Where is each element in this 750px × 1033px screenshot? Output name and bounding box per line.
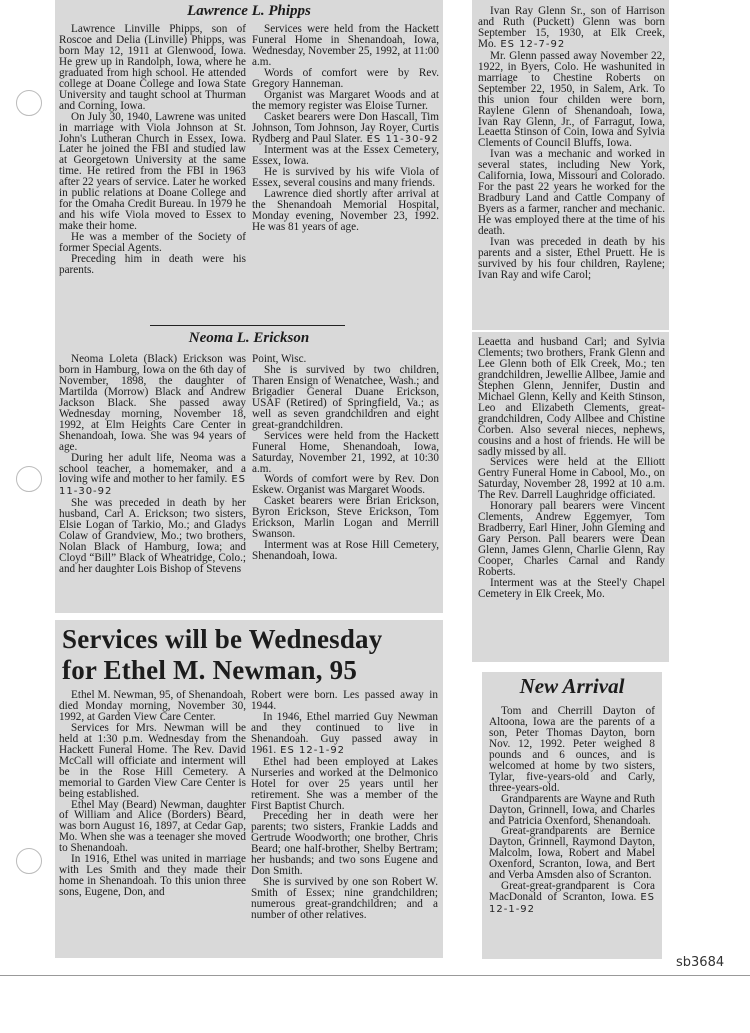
phipps-column-1 xyxy=(59,24,246,276)
paragraph xyxy=(252,365,439,431)
paragraph-text: Mr. Glenn passed away November 22, 1922, in Byers, Colo. He washunited in marriage to Chestine Roberts on September 22, 1950, in Salem, Ark. To this union four childen were born, Raylene Glenn of Shenandoah, Iowa, Ivan Ray Glenn, Jr., of Farragut, Iowa, Leaetta Stinson of Coin, Iowa and Sylvia Clements of Council Bluffs, Iowa. xyxy=(478,49,665,150)
paragraph xyxy=(478,6,665,51)
paragraph xyxy=(252,540,439,562)
paragraph-text: Words of comfort were by Rev. Gregory Hanneman. xyxy=(252,66,439,90)
paragraph-text: Ethel M. Newman, 95, of Shenandoah, died Monday morning, November 30, 1992, at Garden View Care Center. xyxy=(59,689,246,723)
paragraph-text: Robert were born. Les passed away in 1944. xyxy=(251,689,438,712)
paragraph xyxy=(252,68,439,90)
paragraph xyxy=(252,189,439,233)
paragraph-text: During her adult life, Neoma was a school teacher, a homemaker, and a loving wife and mother to her family. xyxy=(59,451,246,486)
paragraph xyxy=(252,167,439,189)
erickson-column-1 xyxy=(59,354,246,575)
paragraph-text: Interment was at Rose Hill Cemetery, Shenandoah, Iowa. xyxy=(252,539,439,563)
divider xyxy=(150,325,345,326)
paragraph-text: Preceding him in death were his parents. xyxy=(59,253,246,276)
paragraph-text: She is survived by one son Robert W. Smith of Essex; nine grandchildren; numerous great-grandchildren; and a number of other relatives. xyxy=(251,876,438,922)
paragraph xyxy=(251,877,438,921)
paragraph xyxy=(252,474,439,496)
paragraph xyxy=(59,24,246,112)
paragraph-text: Ethel had been employed at Lakes Nurseries and worked at the Delmonico Hotel for over 25 years until her retirement. She was a member of the First Baptist Church. xyxy=(251,755,438,812)
paragraph xyxy=(478,149,665,237)
paragraph-text: She is survived by two children, Tharen Ensign of Wenatchee, Wash.; and Brigadier General Duane Erickson, USAF (Retired) of Springfield, Va.; as well as seven grandchildren and eight great-grandchildren. xyxy=(252,363,439,431)
paragraph-text: Organist was Margaret Woods and at the memory register was Eloise Turner. xyxy=(252,88,439,112)
paragraph-text: Services for Mrs. Newman will be held at 1:30 p.m. Wednesday from the Hackett Funeral Home. The Rev. David McCall will officiate and interment will be in the Rose Hill Cemetery. A memorial to Garden View Care Center is being established. xyxy=(59,721,246,800)
paragraph xyxy=(478,51,665,150)
paragraph xyxy=(59,232,246,254)
paragraph xyxy=(59,498,246,575)
paragraph-text: Leaetta and husband Carl; and Sylvia Clements; two brothers, Frank Glenn and Lee Glenn both of Elk Creek, Mo.; ten grandchildren, Jewellie Allbee, Jamie and Stephen Glenn, Jennifer, Dustin and Michael Glenn, Kelly and Keith Stinson, Leo and Elizabeth Clements, great-grandchildren, Cody Allbee and Chistine Corben. Also several nieces, nephews, cousins and a host of friends. He will be sadly missed by all. xyxy=(478,336,666,458)
glenn-column-1 xyxy=(478,6,665,281)
phipps-column-2 xyxy=(252,24,439,233)
paragraph xyxy=(478,237,665,281)
paragraph-text: Interment was at the Essex Cemetery, Essex, Iowa. xyxy=(252,144,439,168)
paragraph-text: Ivan was preceded in death by his parents and a sister, Ethel Pruett. He is survived by his four children, Raylene; Ivan Ray and wife Carol; xyxy=(478,236,665,281)
paragraph-text: Tom and Cherrill Dayton of Altoona, Iowa are the parents of a son, Peter Thomas Dayton, born Nov. 12, 1992. Peter weighed 8 pounds and 6 ounces, and is welcomed at home by two sisters, Tylar, five-years-old and Carly, three-years-old. xyxy=(489,705,655,794)
new-arrival-column xyxy=(489,706,655,916)
paragraph xyxy=(489,794,655,827)
paragraph-text: Services were held at the Elliott Gentry Funeral Home in Cabool, Mo., on Saturday, November 28, 1992 at 10 a.m. The Rev. Darrell Laughridge officiated. xyxy=(478,456,665,502)
newman-column-2 xyxy=(251,690,438,921)
paragraph xyxy=(478,501,665,578)
paragraph xyxy=(59,854,246,898)
paragraph xyxy=(489,881,655,916)
paragraph xyxy=(489,826,655,881)
paragraph-text: Point, Wisc. xyxy=(252,353,307,365)
paragraph xyxy=(252,145,439,167)
paragraph xyxy=(252,496,439,540)
paragraph xyxy=(59,723,246,800)
paragraph xyxy=(59,690,246,723)
paragraph xyxy=(252,90,439,112)
paragraph-text: Ivan was a mechanic and worked in several states, including New York, California, Iowa, Missouri and Colorado. For the past 22 years he worked for the Bradbury Land and Cattle Company of Byers as a farmer, rancher and mechanic. He was employed there at the time of his death. xyxy=(478,148,665,238)
paragraph-text: In 1946, Ethel married Guy Newman and they continued to live in Shenandoah. Guy passed away in 1961. xyxy=(251,710,438,756)
paragraph xyxy=(59,254,246,276)
paragraph-text: He was a member of the Society of former Special Agents. xyxy=(59,231,246,255)
paragraph-text: Services were held from the Hackett Funeral Home, Shenandoah, Iowa, Saturday, November 21, 1992, at 10:30 a.m. xyxy=(252,429,439,475)
headline-line: for Ethel M. Newman, 95 xyxy=(62,655,358,685)
paragraph-text: Words of comfort were by Rev. Don Eskew. Organist was Margaret Woods. xyxy=(252,473,439,497)
paragraph-text: Preceding her in death were her parents; two sisters, Frankie Ladds and Gertrude Woodworth; one brother, Chris Beard; one half-brother, Shelby Bertram; her husbands; and two sons Eugene and Don Smith. xyxy=(251,810,438,878)
binder-hole xyxy=(16,848,42,874)
paragraph-text: Casket bearers were Don Hascall, Tim Johnson, Tom Johnson, Jay Royer, Curtis Rydberg and Paul Slater. xyxy=(252,110,439,145)
paragraph-text: Grandparents are Wayne and Ruth Dayton, Grinnell, Iowa, and Charles and Patricia Oxenford, Shenandoah. xyxy=(489,792,655,827)
paragraph xyxy=(489,706,655,794)
handwritten-date-note: ES 12-1-92 xyxy=(280,744,346,756)
paragraph xyxy=(59,800,246,855)
paragraph xyxy=(252,112,439,146)
paragraph-text: Casket bearers were Brian Erickson, Byron Erickson, Steve Erickson, Tom Erickson, Marlin Logan and Merrill Swanson. xyxy=(252,495,439,541)
paragraph-text: Great-great-grandparent is Cora MacDonald of Scranton, Iowa. xyxy=(489,880,655,904)
newman-headline xyxy=(62,624,382,686)
paragraph-text: Ethel May (Beard) Newman, daughter of William and Alice (Borders) Beard, was born August 16, 1897, at Cedar Gap, Mo. When she was a teenager she moved to Shenandoah. xyxy=(59,798,246,855)
headline-line: Services will be Wednesday xyxy=(62,624,383,654)
paragraph xyxy=(251,811,438,877)
handwritten-date-note: ES 12-1-92 xyxy=(489,892,655,916)
handwritten-date-note: ES 11-30-92 xyxy=(59,474,246,498)
paragraph-text: Lawrence died shortly after arrival at the Shenandoah Memorial Hospital, Monday evening, November 23, 1992. He was 81 years of age. xyxy=(252,188,439,234)
paragraph xyxy=(251,690,438,712)
paragraph-text: Ivan Ray Glenn Sr., son of Harrison and Ruth (Puckett) Glenn was born September 15, 1930, at Elk Creek, Mo. xyxy=(478,5,665,50)
paragraph xyxy=(251,757,438,812)
new-arrival-title: New Arrival xyxy=(519,674,625,698)
paragraph-text: She was preceded in death by her husband, Carl A. Erickson; two sisters, Elsie Logan of Tarkio, Mo.; and Gladys Colaw of Grandview, Mo.; two brothers, Nolan Black of Hamburg, Iowa; and Cloyd “Bill” Black of Wheatridge, Colo.; and her daughter Lois Bishop of Stevens xyxy=(59,497,246,576)
paragraph-text: Services were held from the Hackett Funeral Home in Shenandoah, Iowa, Wednesday, November 25, 1992, at 11:00 a.m. xyxy=(252,23,439,68)
paragraph-text: In 1916, Ethel was united in marriage with Les Smith and they made their home in Shenandoah. To this union three sons, Eugene, Don, and xyxy=(59,853,246,899)
catalog-number: sb3684 xyxy=(676,955,725,970)
paragraph-text: Neoma Loleta (Black) Erickson was born in Hamburg, Iowa on the 6th day of November, 1898, the daughter of Martilda (Morrow) Black and Andrew Jackson Black. She passed away Wednesday morning, November 18, 1992, at Elm Heights Care Center in Shenandoah, Iowa. She was 94 years of age. xyxy=(59,353,246,453)
binder-hole xyxy=(16,466,42,492)
paragraph xyxy=(59,354,246,453)
handwritten-date-note: ES 11-30-92 xyxy=(366,133,439,145)
paragraph xyxy=(252,24,439,68)
paragraph xyxy=(251,712,438,757)
page-edge xyxy=(0,975,750,976)
paragraph-text: He is survived by his wife Viola of Essex, several cousins and many friends. xyxy=(252,166,439,190)
paragraph xyxy=(478,578,665,600)
paragraph xyxy=(478,337,665,457)
binder-hole xyxy=(16,90,42,116)
paragraph xyxy=(478,457,665,501)
paragraph xyxy=(59,112,246,232)
newman-column-1 xyxy=(59,690,246,898)
paragraph-text: Lawrence Linville Phipps, son of Roscoe and Delia (Linville) Phipps, was born May 12, 1911 at Glenwood, Iowa. He grew up in Randolph, Iowa, where he graduated from high school. He attended college at Doane College and Iowa State University and taught school at Thurman and Corning, Iowa. xyxy=(59,23,246,112)
erickson-column-2 xyxy=(252,354,439,562)
paragraph-text: Interment was at the Steel'y Chapel Cemetery in Elk Creek, Mo. xyxy=(478,576,665,600)
obituary-title-erickson: Neoma L. Erickson xyxy=(188,330,310,346)
paragraph-text: Honorary pall bearers were Vincent Clements, Andrew Eggemyer, Tom Bradberry, Earl Hiner, John Gleming and Gary Person. Pall bearers were Dean Glenn, James Glenn, Charlie Glenn, Ray Cooper, Charles Carnal and Randy Roberts. xyxy=(478,500,665,579)
paragraph xyxy=(252,431,439,475)
paragraph xyxy=(59,453,246,499)
handwritten-date-note: ES 12-7-92 xyxy=(500,38,566,50)
obituary-title-phipps: Lawrence L. Phipps xyxy=(187,3,311,19)
paragraph-text: On July 30, 1940, Lawrene was united in marriage with Viola Johnson at St. John's Lutheran Church in Essex, Iowa. Later he joined the FBI and studied law at Georgetown University at the same time. He retired from the FBI in 1963 after 22 years of service. Later he worked in public relations at Doane College and for the Omaha Credit Bureau. In 1979 he and his wife Viola moved to Essex to make their home. xyxy=(59,110,246,233)
glenn-column-2 xyxy=(478,337,665,600)
paragraph-text: Great-grandparents are Bernice Dayton, Grinnell, Raymond Dayton, Malcolm, Iowa, Robert and Mabel Oxenford, Scranton, Iowa, and Bert and Verba Amsden also of Scranton. xyxy=(489,825,655,882)
